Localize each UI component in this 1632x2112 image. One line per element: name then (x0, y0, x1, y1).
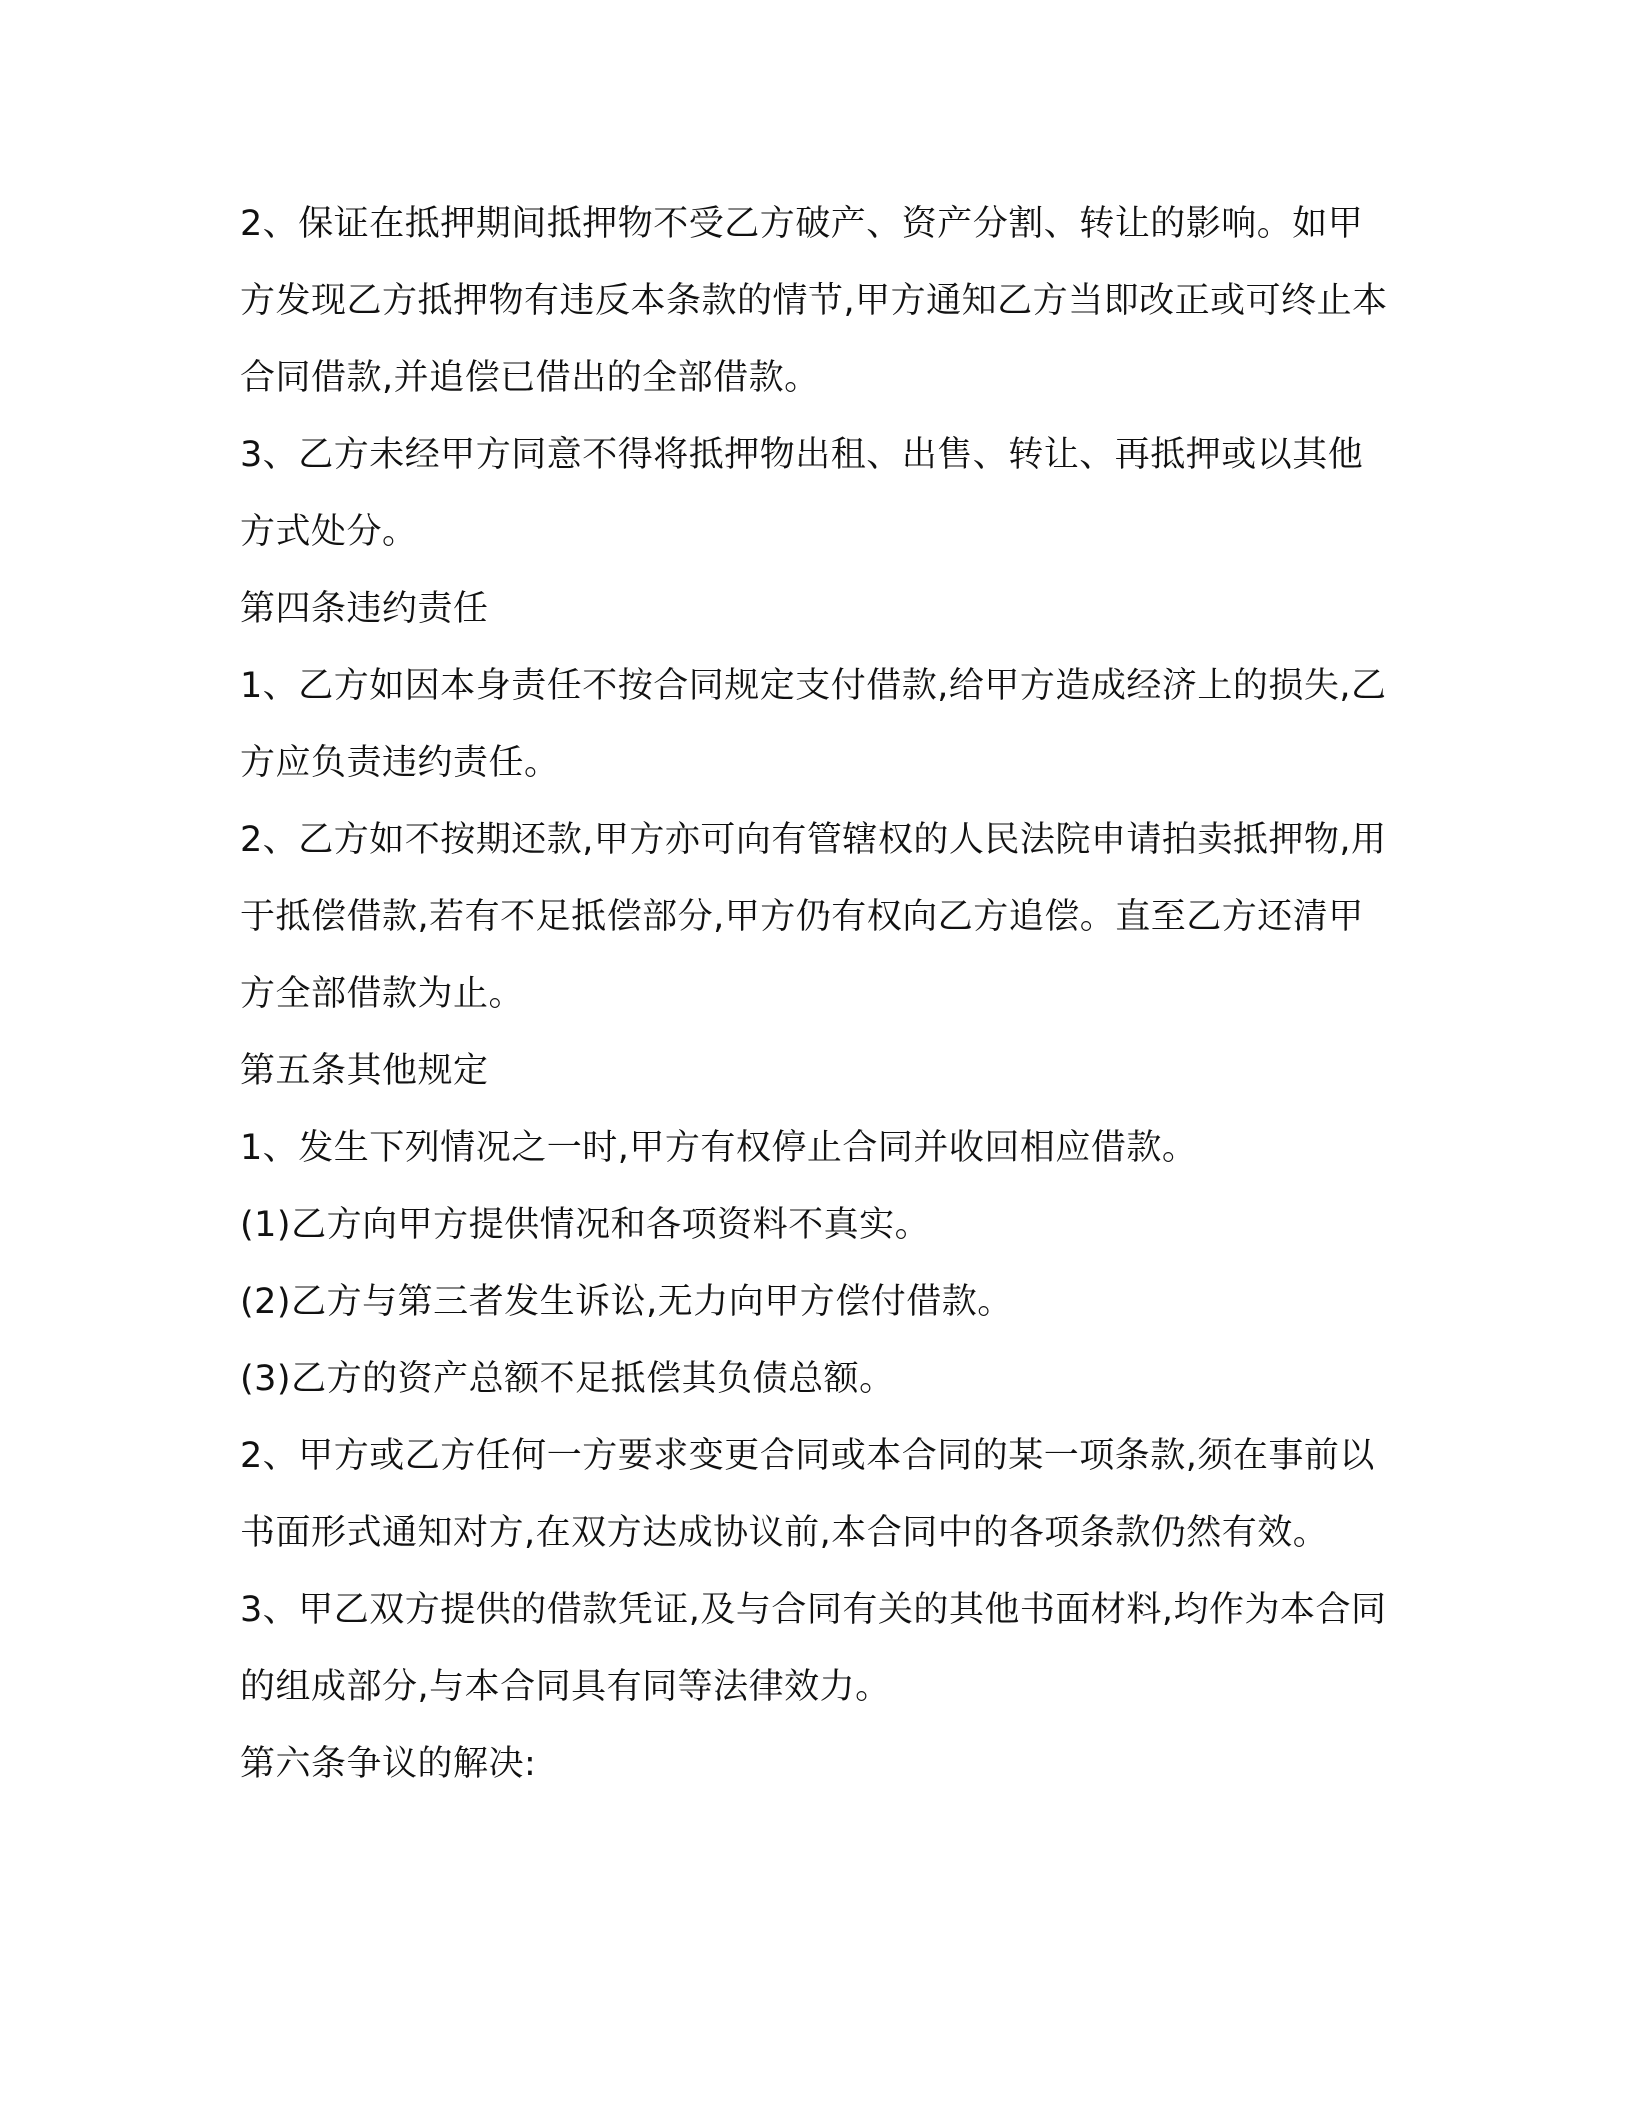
paragraph-clause-2-collateral-protection: 2、保证在抵押期间抵押物不受乙方破产、资产分割、转让的影响。如甲方发现乙方抵押物有违反本条款的情节,甲方通知乙方当即改正或可终止本合同借款,并追偿已借出的全部借款。 (240, 204, 1388, 398)
paragraph-article-4-item-1: 1、乙方如因本身责任不按合同规定支付借款,给甲方造成经济上的损失,乙方应负责违约责任。 (240, 666, 1387, 783)
paragraph-article-5-subitem-1: (1)乙方向甲方提供情况和各项资料不真实。 (240, 1205, 931, 1245)
section-heading-article-4: 第四条违约责任 (240, 589, 489, 629)
paragraph-article-5-subitem-2: (2)乙方与第三者发生诉讼,无力向甲方偿付借款。 (240, 1282, 1013, 1322)
paragraph-article-5-item-1: 1、发生下列情况之一时,甲方有权停止合同并收回相应借款。 (240, 1128, 1198, 1168)
section-heading-article-6: 第六条争议的解决: (240, 1744, 537, 1784)
paragraph-article-5-subitem-3: (3)乙方的资产总额不足抵偿其负债总额。 (240, 1359, 895, 1399)
paragraph-article-5-item-3: 3、甲乙双方提供的借款凭证,及与合同有关的其他书面材料,均作为本合同的组成部分,与本合同具有同等法律效力。 (240, 1590, 1387, 1707)
section-heading-article-5: 第五条其他规定 (240, 1051, 489, 1091)
paragraph-clause-3-disposal-restriction: 3、乙方未经甲方同意不得将抵押物出租、出售、转让、再抵押或以其他方式处分。 (240, 435, 1364, 552)
document-body (240, 186, 1390, 1803)
paragraph-article-4-item-2: 2、乙方如不按期还款,甲方亦可向有管辖权的人民法院申请拍卖抵押物,用于抵偿借款,若有不足抵偿部分,甲方仍有权向乙方追偿。直至乙方还清甲方全部借款为止。 (240, 820, 1387, 1014)
paragraph-article-5-item-2: 2、甲方或乙方任何一方要求变更合同或本合同的某一项条款,须在事前以书面形式通知对方,在双方达成协议前,本合同中的各项条款仍然有效。 (240, 1436, 1375, 1553)
